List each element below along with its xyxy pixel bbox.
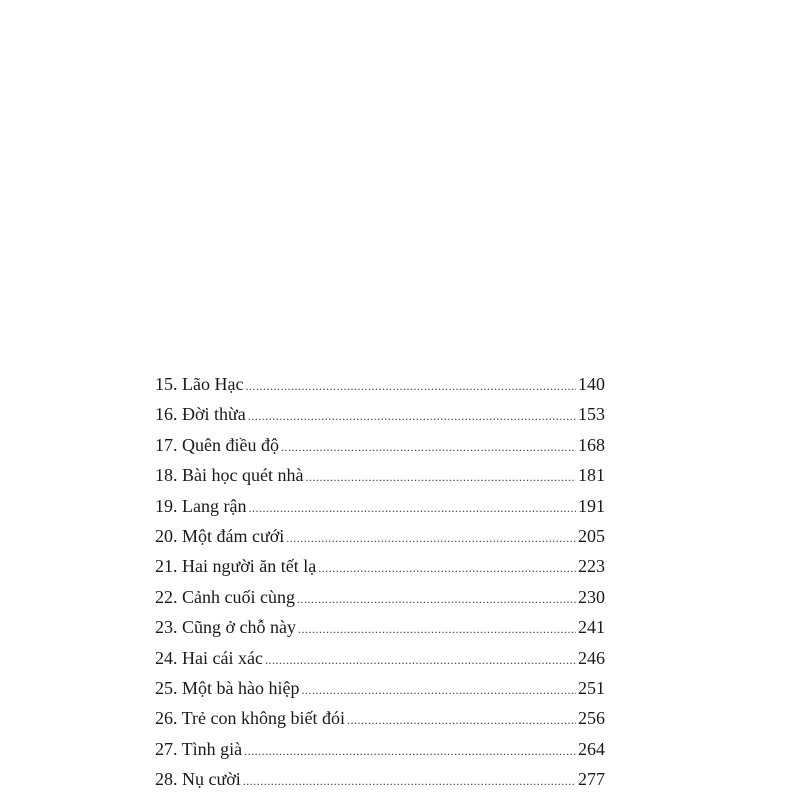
toc-entry-title: 19. Lang rận bbox=[155, 495, 247, 516]
dot-leader bbox=[281, 432, 576, 462]
toc-entry-page: 277 bbox=[578, 769, 605, 790]
toc-entry bbox=[155, 369, 605, 399]
toc-entry-page: 241 bbox=[578, 617, 605, 638]
dot-leader bbox=[243, 766, 576, 796]
dot-leader bbox=[286, 523, 576, 553]
dot-leader bbox=[318, 553, 576, 583]
toc-entry-page: 264 bbox=[578, 738, 605, 759]
toc-entry bbox=[155, 673, 605, 703]
toc-entry-title: 21. Hai người ăn tết lạ bbox=[155, 556, 317, 577]
toc-entry bbox=[155, 460, 605, 490]
toc-entry-page: 205 bbox=[578, 525, 605, 546]
toc-entry-title: 15. Lão Hạc bbox=[155, 374, 244, 394]
toc-entry-page: 140 bbox=[578, 374, 605, 394]
dot-leader bbox=[298, 614, 576, 644]
toc-entry-title: 27. Tình già bbox=[155, 738, 243, 759]
toc-entry bbox=[155, 399, 605, 429]
toc-entry bbox=[155, 430, 605, 460]
dot-leader bbox=[301, 675, 576, 705]
toc-entry-page: 153 bbox=[578, 404, 605, 425]
dot-leader bbox=[265, 645, 576, 675]
toc-entry bbox=[155, 521, 605, 551]
toc-entry bbox=[155, 551, 605, 581]
toc-entry-title: 18. Bài học quét nhà bbox=[155, 465, 304, 486]
toc-entry-title: 17. Quên điều độ bbox=[155, 434, 279, 455]
toc-entry-page: 246 bbox=[578, 647, 605, 668]
table-of-contents bbox=[155, 369, 605, 794]
toc-entry-title: 25. Một bà hào hiệp bbox=[155, 677, 300, 698]
dot-leader bbox=[248, 401, 576, 431]
toc-entry-page: 181 bbox=[578, 465, 605, 486]
toc-entry-title: 23. Cũng ở chỗ này bbox=[155, 617, 297, 638]
toc-entry-page: 168 bbox=[578, 434, 605, 455]
toc-entry-page: 256 bbox=[578, 708, 605, 729]
toc-entry bbox=[155, 764, 605, 794]
dot-leader bbox=[244, 736, 576, 766]
dot-leader bbox=[245, 371, 576, 401]
toc-entry-title: 16. Đời thừa bbox=[155, 404, 246, 425]
dot-leader bbox=[248, 493, 576, 523]
dot-leader bbox=[305, 462, 576, 492]
toc-entry bbox=[155, 582, 605, 612]
toc-entry-title: 26. Trẻ con không biết đói bbox=[155, 708, 346, 729]
toc-entry bbox=[155, 643, 605, 673]
toc-entry-title: 28. Nụ cười bbox=[155, 769, 241, 790]
toc-entry-page: 191 bbox=[578, 495, 605, 516]
toc-entry bbox=[155, 734, 605, 764]
toc-entry-title: 22. Cảnh cuối cùng bbox=[155, 586, 295, 607]
toc-entry-page: 251 bbox=[578, 677, 605, 698]
toc-entry bbox=[155, 703, 605, 733]
dot-leader bbox=[297, 584, 576, 614]
toc-entry-title: 24. Hai cái xác bbox=[155, 647, 263, 668]
toc-entry bbox=[155, 491, 605, 521]
toc-entry-title: 20. Một đám cưới bbox=[155, 525, 285, 546]
toc-entry-page: 223 bbox=[578, 556, 605, 577]
toc-entry-page: 230 bbox=[578, 586, 605, 607]
dot-leader bbox=[347, 705, 576, 735]
toc-entry bbox=[155, 612, 605, 642]
